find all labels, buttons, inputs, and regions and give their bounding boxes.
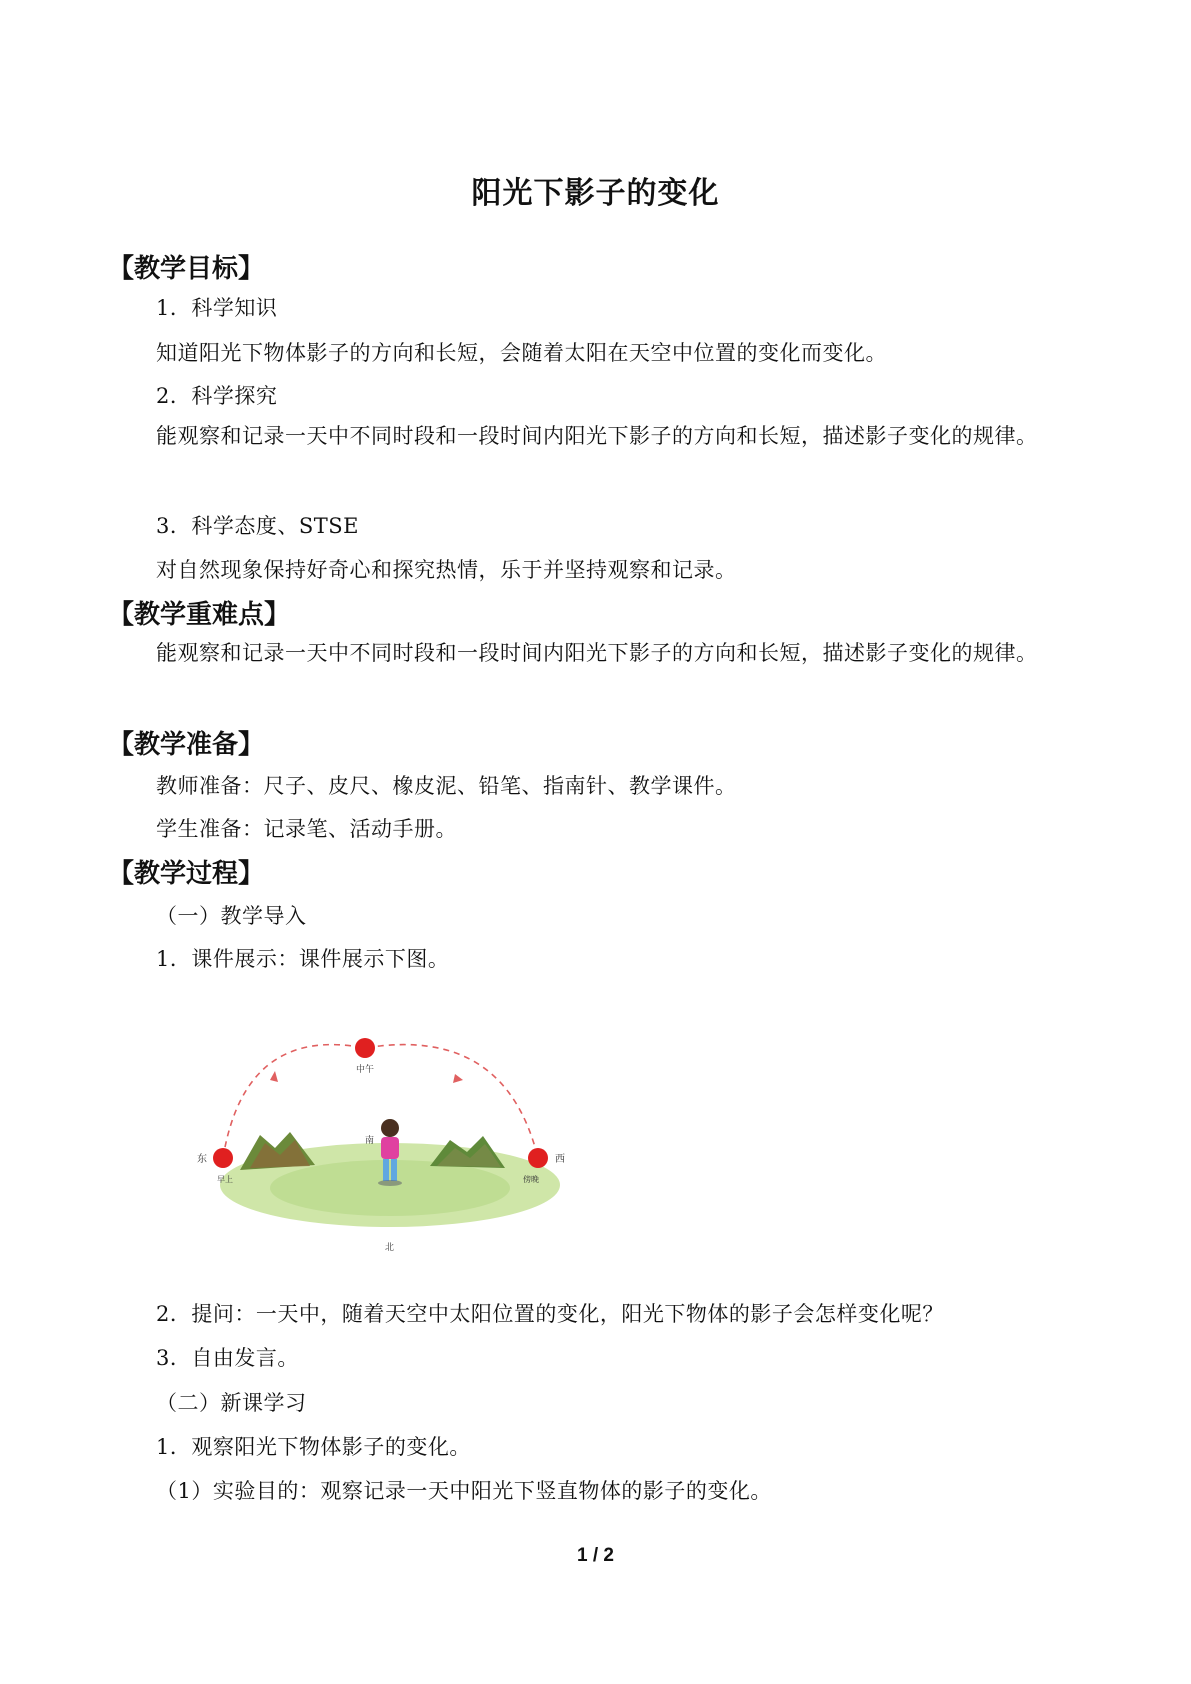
goal-2-label: 2．科学探究 xyxy=(156,384,278,408)
child-shadow xyxy=(378,1180,402,1186)
arc-arrow-left xyxy=(270,1071,278,1082)
teacher-preparation: 教师准备：尺子、皮尺、橡皮泥、铅笔、指南针、教学课件。 xyxy=(156,774,737,798)
label-morning: 早上 xyxy=(217,1175,233,1184)
label-evening: 傍晚 xyxy=(523,1175,539,1184)
ground-inner xyxy=(270,1160,510,1216)
label-noon: 中午 xyxy=(355,1065,375,1075)
child-leg-right xyxy=(391,1159,397,1181)
goal-3-text: 对自然现象保持好奇心和探究热情，乐于并坚持观察和记录。 xyxy=(156,558,737,582)
child-shirt xyxy=(381,1137,399,1159)
heading-process: 【教学过程】 xyxy=(108,859,265,889)
process-part-2: （二）新课学习 xyxy=(156,1391,307,1415)
page-number: 1 / 2 xyxy=(577,1545,614,1566)
heading-key-points: 【教学重难点】 xyxy=(108,600,291,630)
label-south: 南 xyxy=(365,1136,375,1146)
process-step-2: 2．提问：一天中，随着天空中太阳位置的变化，阳光下物体的影子会怎样变化呢？ xyxy=(156,1302,944,1326)
goal-2-text: 能观察和记录一天中不同时段和一段时间内阳光下影子的方向和长短，描述影子变化的规律。 xyxy=(156,424,1038,448)
student-preparation: 学生准备：记录笔、活动手册。 xyxy=(156,817,457,841)
goal-3-label: 3．科学态度、STSE xyxy=(156,514,359,538)
process-part-1: （一）教学导入 xyxy=(156,904,307,928)
child-leg-left xyxy=(383,1159,389,1181)
goal-1-text: 知道阳光下物体影子的方向和长短，会随着太阳在天空中位置的变化而变化。 xyxy=(156,341,887,365)
sun-morning xyxy=(213,1148,233,1168)
child-head xyxy=(381,1119,399,1137)
key-points-text: 能观察和记录一天中不同时段和一段时间内阳光下影子的方向和长短，描述影子变化的规律。 xyxy=(156,641,1038,665)
process-step-3: 3．自由发言。 xyxy=(156,1346,299,1370)
page-title: 阳光下影子的变化 xyxy=(471,176,720,211)
sun-arc xyxy=(223,1045,538,1158)
sun-noon xyxy=(355,1038,375,1058)
label-west: 西 xyxy=(555,1154,565,1165)
sun-evening xyxy=(528,1148,548,1168)
process-sub-1: 1．观察阳光下物体影子的变化。 xyxy=(156,1435,471,1459)
arc-arrow-right xyxy=(453,1074,463,1083)
label-north: 北 xyxy=(385,1243,395,1253)
sun-path-figure xyxy=(197,1040,585,1270)
label-east: 东 xyxy=(197,1154,207,1165)
heading-goals: 【教学目标】 xyxy=(108,254,265,284)
goal-1-label: 1．科学知识 xyxy=(156,296,278,320)
heading-preparation: 【教学准备】 xyxy=(108,730,265,760)
process-sub-1-1: （1）实验目的：观察记录一天中阳光下竖直物体的影子的变化。 xyxy=(156,1479,772,1503)
process-step-1: 1．课件展示：课件展示下图。 xyxy=(156,947,450,971)
